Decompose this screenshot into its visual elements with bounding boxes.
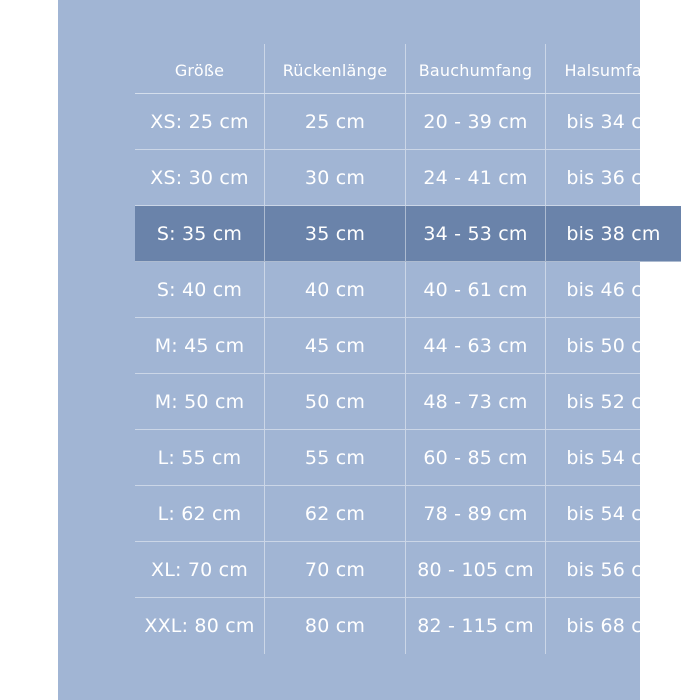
cell-size: XS: 30 cm — [135, 150, 265, 205]
cell-neck-girth: bis 68 cm — [566, 615, 661, 637]
cell-belly-girth: 24 - 41 cm — [406, 150, 546, 205]
cell-belly-girth: 80 - 105 cm — [406, 542, 546, 597]
cell-size: XS: 25 cm — [135, 94, 265, 149]
table-header — [135, 44, 681, 94]
cell-size: XL: 70 cm — [135, 542, 265, 597]
cell-size: M: 45 cm — [135, 318, 265, 373]
cell-size: XXL: 80 cm — [135, 598, 265, 654]
header-size: Größe — [135, 44, 265, 93]
size-table — [135, 44, 681, 654]
cell-size: L: 62 cm — [135, 486, 265, 541]
cell-neck-girth: bis 34 cm — [566, 110, 661, 133]
cell-back-length: 45 cm — [265, 318, 406, 373]
cell-belly-girth: 78 - 89 cm — [406, 486, 546, 541]
cell-size: S: 40 cm — [135, 262, 265, 317]
cell-back-length: 30 cm — [265, 150, 406, 205]
cell-back-length: 70 cm — [265, 542, 406, 597]
cell-neck-girth: bis 54 cm — [566, 502, 661, 525]
table-row — [135, 598, 681, 654]
cell-back-length: 40 cm — [265, 262, 406, 317]
cell-neck-girth: bis 38 cm — [566, 222, 661, 245]
table-row — [135, 94, 681, 150]
cell-belly-girth: 34 - 53 cm — [406, 206, 546, 261]
table-row — [135, 542, 681, 598]
cell-belly-girth: 40 - 61 cm — [406, 262, 546, 317]
cell-back-length: 62 cm — [265, 486, 406, 541]
cell-back-length: 55 cm — [265, 430, 406, 485]
cell-neck-girth: bis 54 cm — [566, 446, 661, 469]
cell-back-length: 25 cm — [265, 94, 406, 149]
table-row — [135, 486, 681, 542]
header-neck-girth: Halsumfang — [564, 61, 663, 80]
table-row — [135, 318, 681, 374]
header-belly-girth: Bauchumfang — [406, 44, 546, 93]
cell-belly-girth: 60 - 85 cm — [406, 430, 546, 485]
cell-neck-girth: bis 56 cm — [566, 558, 661, 581]
cell-belly-girth: 82 - 115 cm — [406, 598, 546, 654]
cell-neck-girth: bis 50 cm — [566, 334, 661, 357]
table-row-highlighted — [135, 206, 681, 262]
cell-neck-girth: bis 36 cm — [566, 166, 661, 189]
header-back-length: Rückenlänge — [265, 44, 406, 93]
table-row — [135, 262, 681, 318]
cell-neck-girth: bis 46 cm — [566, 278, 661, 301]
cell-size: S: 35 cm — [135, 206, 265, 261]
table-row — [135, 150, 681, 206]
size-chart-panel — [58, 0, 663, 700]
cell-neck-girth: bis 52 cm — [566, 390, 661, 413]
cell-belly-girth: 20 - 39 cm — [406, 94, 546, 149]
cell-size: L: 55 cm — [135, 430, 265, 485]
table-row — [135, 430, 681, 486]
cell-size: M: 50 cm — [135, 374, 265, 429]
cell-back-length: 35 cm — [265, 206, 406, 261]
table-row — [135, 374, 681, 430]
cell-back-length: 50 cm — [265, 374, 406, 429]
cell-belly-girth: 48 - 73 cm — [406, 374, 546, 429]
cell-belly-girth: 44 - 63 cm — [406, 318, 546, 373]
cell-back-length: 80 cm — [265, 598, 406, 654]
